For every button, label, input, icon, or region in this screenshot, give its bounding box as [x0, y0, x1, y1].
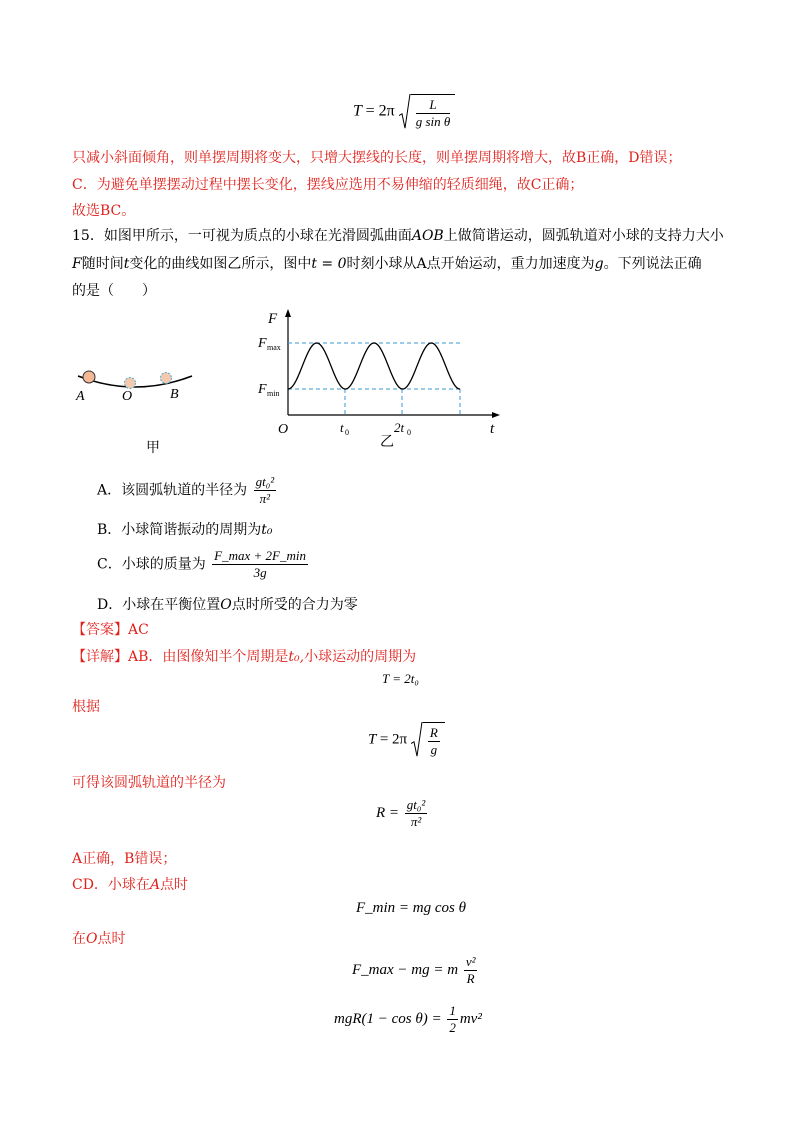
- prev-line-1: 只减小斜面倾角，则单摆周期将变大，只增大摆线的长度，则单摆周期将增大，故B正确，D错误；: [72, 150, 682, 166]
- eq-Fmin: F_min = mg cos θ: [356, 900, 466, 916]
- at-O-O: O: [86, 931, 98, 947]
- Fmax-sub: max: [267, 343, 281, 352]
- 2t0-label: 2t: [394, 420, 405, 435]
- option-D[interactable]: [97, 594, 358, 614]
- option-A-den: π²: [259, 491, 271, 506]
- ball-B: [161, 373, 172, 384]
- eq-lhs: R =: [376, 804, 400, 821]
- F-axis-arrow: [285, 309, 291, 317]
- eq-lhs: T: [368, 731, 377, 748]
- ball-O: [125, 378, 136, 389]
- figure-jia: [70, 360, 200, 460]
- cd-line: [72, 875, 188, 895]
- eq-num: gt₀²: [406, 797, 426, 812]
- option-B[interactable]: [97, 519, 273, 539]
- gen-ju: 根据: [72, 699, 100, 715]
- force-curve: [288, 343, 460, 389]
- option-D-O: O: [220, 597, 232, 613]
- eq-num: v²: [465, 954, 476, 969]
- eq-coef: = 2π: [365, 102, 395, 120]
- sqrt: [411, 722, 445, 758]
- eq-coef: = 2π: [379, 731, 408, 748]
- q-text: 。下列说法正确: [603, 256, 702, 272]
- origin-label: O: [278, 422, 289, 437]
- eq-lhs: T: [353, 102, 362, 120]
- eq-num: R: [429, 725, 438, 740]
- question-line-1: [72, 226, 724, 246]
- option-C-num: F_max + 2F_min: [214, 548, 306, 563]
- eq-R: [376, 797, 429, 830]
- Fmin-sub: min: [267, 389, 280, 398]
- q-g: g: [594, 256, 604, 272]
- eq-num: L: [416, 97, 451, 114]
- q-text: 随时间: [81, 256, 124, 272]
- eq-den: g: [430, 742, 438, 757]
- option-C[interactable]: [97, 548, 310, 581]
- eq-pendulum: [368, 722, 445, 758]
- eq-period-incline: [353, 94, 455, 130]
- label-A: A: [76, 389, 85, 404]
- 2t0-sub: 0: [407, 428, 411, 437]
- figure-yi: [250, 305, 510, 455]
- at-O-text: 点时: [97, 931, 126, 947]
- F-axis-label: F: [268, 311, 278, 327]
- eq-num: 1: [449, 1003, 456, 1018]
- caption-jia: 甲: [146, 441, 160, 456]
- option-B-value: t₀: [261, 522, 273, 538]
- answer: 【答案】AC: [72, 622, 149, 638]
- eq-den: π²: [410, 814, 422, 829]
- t-axis-arrow: [492, 412, 500, 418]
- prev-line-2: C．为避免单摆摆动过程中摆长变化，摆线应选用不易伸缩的轻质细绳，故C正确；: [72, 177, 584, 193]
- eq-den: 2: [449, 1020, 456, 1035]
- t0-sub: 0: [345, 428, 349, 437]
- Fmax-label: F: [258, 336, 267, 351]
- question-line-3: 的是（ ）: [72, 283, 156, 299]
- eq-lhs: F_max − mg = m: [352, 961, 459, 978]
- eq-Fmax: [352, 954, 479, 987]
- option-D-label: D．小球在平衡位置: [97, 597, 221, 613]
- option-B-label: B．小球简谐振动的周期为: [97, 522, 262, 538]
- detail-t0: t₀,: [288, 649, 305, 665]
- detail-line-1: [72, 647, 416, 667]
- radius-text: 可得该圆弧轨道的半径为: [72, 775, 226, 791]
- t-axis-label: t: [490, 421, 495, 437]
- cd-text: CD．小球在: [72, 877, 150, 893]
- at-O-line: [72, 929, 125, 949]
- option-D-label-end: 点时所受的合力为零: [231, 597, 358, 613]
- t0-label: t: [340, 420, 344, 435]
- option-C-label: C．小球的质量为: [97, 556, 206, 573]
- prev-line-3: 故选BC。: [72, 203, 136, 219]
- ball-A: [83, 371, 95, 383]
- cd-A: A: [149, 877, 161, 893]
- option-A-num: gt₀²: [255, 474, 275, 489]
- option-C-den: 3g: [253, 565, 267, 580]
- sqrt: [399, 94, 456, 130]
- label-O: O: [122, 389, 133, 404]
- detail-text: 【详解】AB．由图像知半个周期是: [72, 649, 289, 665]
- q-t0: t = 0: [311, 256, 347, 272]
- label-B: B: [170, 387, 179, 402]
- caption-yi: 乙: [380, 435, 394, 450]
- q-text: 上做简谐运动，圆弧轨道对小球的支持力大小: [443, 228, 724, 244]
- Fmin-label: F: [258, 382, 267, 397]
- q-text: 如图甲所示，一可视为质点的小球在光滑圆弧曲面: [103, 228, 412, 244]
- at-O-text: 在: [72, 931, 86, 947]
- question-number: 15．: [72, 228, 104, 244]
- question-line-2: [72, 254, 702, 274]
- q-aob: AOB: [411, 228, 444, 244]
- eq-den: g sin θ: [415, 114, 451, 129]
- q-text: 变化的曲线如图乙所示，图中: [129, 256, 312, 272]
- eq-T-2t0: T = 2t₀: [382, 671, 419, 686]
- cd-text: 点时: [160, 877, 189, 893]
- eq-den: R: [466, 971, 475, 986]
- a-correct: A正确，B错误；: [72, 851, 177, 867]
- option-A[interactable]: [97, 474, 278, 507]
- eq-energy: [334, 1003, 482, 1036]
- option-A-label: A．该圆弧轨道的半径为: [97, 482, 248, 499]
- q-F: F: [72, 256, 82, 272]
- eq-lhs: mgR(1 − cos θ) =: [334, 1010, 442, 1027]
- q-text: 时刻小球从A点开始运动，重力加速度为: [346, 256, 595, 272]
- eq-tail: mv²: [459, 1010, 482, 1027]
- detail-text: 小球运动的周期为: [304, 649, 417, 665]
- q-t: t: [123, 256, 130, 272]
